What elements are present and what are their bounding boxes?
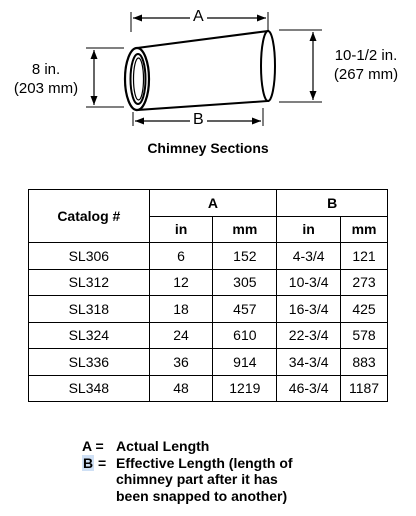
cell-catalog: SL306	[29, 243, 150, 270]
legend-text-b-line3: been snapped to another)	[116, 487, 288, 504]
legend-text-b-line2: chimney part after it has	[116, 471, 278, 487]
diameter-right-mm: (267 mm)	[333, 66, 399, 83]
header-catalog: Catalog #	[29, 190, 150, 243]
cell-a-mm: 610	[213, 322, 277, 349]
table-row	[29, 349, 388, 376]
legend-key-b-letter: B	[83, 454, 94, 471]
subheader-a-mm: mm	[213, 216, 277, 243]
subheader-b-in: in	[277, 216, 341, 243]
cell-b-mm: 578	[341, 322, 388, 349]
diameter-left-mm: (203 mm)	[13, 80, 79, 97]
dimension-b-letter: B	[190, 111, 207, 129]
legend	[82, 438, 336, 504]
cell-catalog: SL348	[29, 375, 150, 402]
dimension-a-letter: A	[190, 8, 207, 26]
header-b: B	[277, 190, 388, 217]
cell-a-in: 48	[149, 375, 213, 402]
cell-b-in: 34-3/4	[277, 349, 341, 376]
cell-b-in: 16-3/4	[277, 296, 341, 323]
legend-text-b	[116, 455, 336, 505]
cell-b-in: 22-3/4	[277, 322, 341, 349]
cell-a-mm: 152	[213, 243, 277, 270]
table-row	[29, 322, 388, 349]
cell-catalog: SL312	[29, 269, 150, 296]
cell-a-mm: 914	[213, 349, 277, 376]
diagram-caption: Chimney Sections	[147, 140, 269, 156]
table-header-row	[29, 190, 388, 217]
table-row	[29, 296, 388, 323]
subheader-b-mm: mm	[341, 216, 388, 243]
cell-a-in: 6	[149, 243, 213, 270]
cell-b-in: 4-3/4	[277, 243, 341, 270]
cell-a-mm: 457	[213, 296, 277, 323]
legend-text-a: Actual Length	[116, 438, 210, 454]
cell-catalog: SL318	[29, 296, 150, 323]
diameter-right-label	[318, 46, 414, 84]
legend-text-b-line1: Effective Length (length of	[116, 454, 293, 471]
cell-b-mm: 425	[341, 296, 388, 323]
legend-item-b	[82, 455, 336, 505]
cell-catalog: SL324	[29, 322, 150, 349]
subheader-a-in: in	[149, 216, 213, 243]
chimney-sections-table	[28, 189, 388, 402]
cell-a-in: 18	[149, 296, 213, 323]
cell-a-mm: 305	[213, 269, 277, 296]
cell-b-mm: 273	[341, 269, 388, 296]
cell-catalog: SL336	[29, 349, 150, 376]
cell-a-in: 24	[149, 322, 213, 349]
diameter-left-label	[4, 60, 88, 98]
header-a: A	[149, 190, 277, 217]
cell-a-in: 12	[149, 269, 213, 296]
cell-b-mm: 121	[341, 243, 388, 270]
legend-item-a	[82, 438, 336, 455]
legend-key-b	[82, 455, 116, 505]
table-row	[29, 243, 388, 270]
cell-b-mm: 1187	[341, 375, 388, 402]
cell-a-mm: 1219	[213, 375, 277, 402]
cell-b-in: 10-3/4	[277, 269, 341, 296]
cell-b-mm: 883	[341, 349, 388, 376]
table-row	[29, 375, 388, 402]
legend-key-a: A =	[82, 438, 104, 454]
cell-b-in: 46-3/4	[277, 375, 341, 402]
diameter-right-inches: 10-1/2 in.	[334, 47, 398, 64]
table-row	[29, 269, 388, 296]
cell-a-in: 36	[149, 349, 213, 376]
legend-key-b-suffix: =	[94, 454, 107, 471]
diameter-left-inches: 8 in.	[31, 61, 61, 78]
